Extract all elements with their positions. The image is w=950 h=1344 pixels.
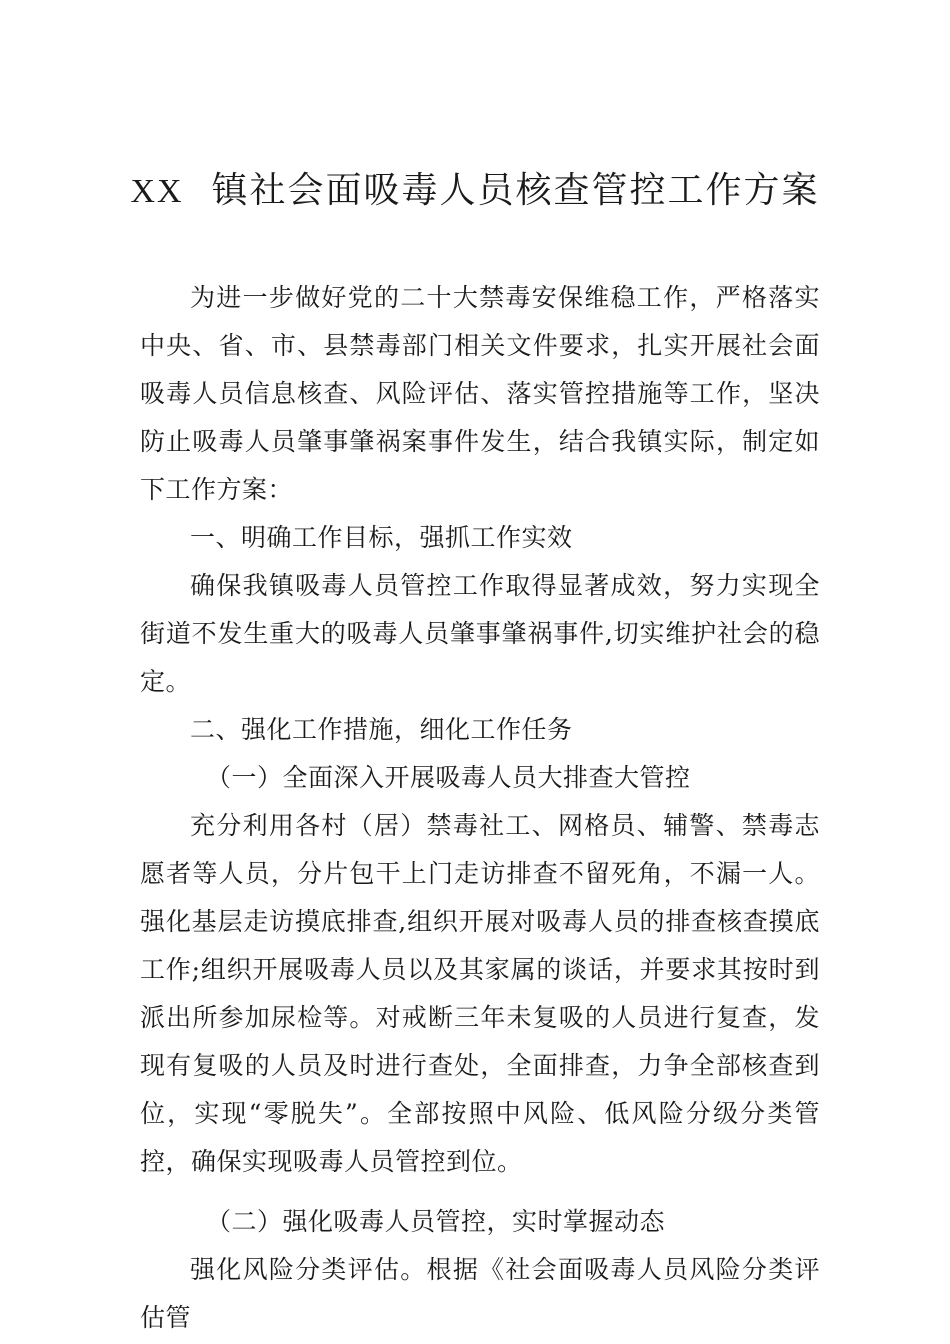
title-main: 镇社会面吸毒人员核查管控工作方案 (211, 170, 820, 211)
section-1-paragraph: 确保我镇吸毒人员管控工作取得显著成效，努力实现全街道不发生重大的吸毒人员肇事肇祸事件,切实维护社会的稳定。 (140, 571, 820, 696)
intro-paragraph: 为进一步做好党的二十大禁毒安保维稳工作，严格落实中央、省、市、县禁毒部门相关文件要求，扎实开展社会面吸毒人员信息核查、风险评估、落实管控措施等工作，坚决防止吸毒人员肇事肇祸案事件发生，结合我镇实际，制定如下工作方案： (140, 283, 820, 504)
section-heading-1: 一、明确工作目标，强抓工作实效 (190, 523, 573, 552)
subsection-heading-2: （二）强化吸毒人员管控，实时掌握动态 (206, 1207, 666, 1236)
subsection-2-paragraph: 强化风险分类评估。根据《社会面吸毒人员风险分类评估管 (140, 1255, 820, 1332)
document-title (0, 166, 950, 217)
title-prefix: XX (130, 173, 184, 210)
subsection-1-paragraph: 充分利用各村（居）禁毒社工、网格员、辅警、禁毒志愿者等人员，分片包干上门走访排查不留死角，不漏一人。强化基层走访摸底排查,组织开展对吸毒人员的排查核查摸底工作;组织开展吸毒人员以及其家属的谈话，并要求其按时到派出所参加尿检等。对戒断三年未复吸的人员进行复查，发现有复吸的人员及时进行查处，全面排查，力争全部核查到位，实现“零脱失”。全部按照中风险、低风险分级分类管控，确保实现吸毒人员管控到位。 (140, 811, 820, 1176)
subsection-heading-1: （一）全面深入开展吸毒人员大排查大管控 (206, 763, 691, 792)
document-body (140, 274, 820, 1342)
section-heading-2: 二、强化工作措施，细化工作任务 (190, 715, 573, 744)
